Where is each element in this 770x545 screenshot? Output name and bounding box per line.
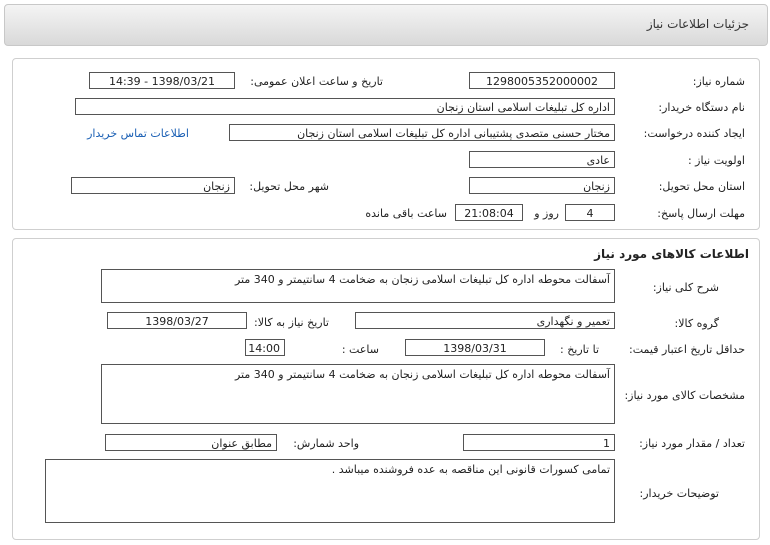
notes-label: توضیحات خریدار: — [639, 487, 719, 500]
notes-field[interactable]: تمامی کسورات قانونی این مناقصه به عده فروشنده میباشد . — [45, 459, 615, 523]
qty-field[interactable]: 1 — [463, 434, 615, 451]
unit-label: واحد شمارش: — [293, 437, 359, 450]
need-number-field[interactable]: 1298005352000002 — [469, 72, 615, 89]
province-field[interactable]: زنجان — [469, 177, 615, 194]
spec-label: مشخصات کالای مورد نیاز: — [624, 389, 745, 402]
city-label: شهر محل تحویل: — [249, 180, 329, 193]
qty-label: تعداد / مقدار مورد نیاز: — [639, 437, 745, 450]
requester-label: ایجاد کننده درخواست: — [643, 127, 745, 140]
buyer-label: نام دستگاه خریدار: — [658, 101, 745, 114]
validity-label: حداقل تاریخ اعتبار قیمت: — [629, 343, 745, 356]
group-field[interactable]: تعمیر و نگهداری — [355, 312, 615, 329]
until-date-label: تا تاریخ : — [560, 343, 599, 356]
priority-field[interactable]: عادی — [469, 151, 615, 168]
spec-field[interactable]: آسفالت محوطه اداره کل تبلیغات اسلامی زنجان به ضخامت 4 سانتیمتر و 340 متر — [101, 364, 615, 424]
province-label: استان محل تحویل: — [658, 180, 745, 193]
goods-info-panel — [12, 238, 760, 540]
hour-label: ساعت : — [341, 343, 379, 356]
time-field[interactable]: 21:08:04 — [455, 204, 523, 221]
goods-section-title: اطلاعات کالاهای مورد نیاز — [594, 247, 749, 261]
need-date-field[interactable]: 1398/03/27 — [107, 312, 247, 329]
buyer-field[interactable]: اداره کل تبلیغات اسلامی استان زنجان — [75, 98, 615, 115]
hour-field[interactable]: 14:00 — [245, 339, 285, 356]
need-number-label: شماره نیاز: — [692, 75, 745, 88]
summary-label: شرح کلی نیاز: — [652, 281, 719, 294]
need-date-label: تاریخ نیاز به کالا: — [254, 316, 329, 329]
until-date-field[interactable]: 1398/03/31 — [405, 339, 545, 356]
group-label: گروه کالا: — [674, 317, 719, 330]
announce-label: تاریخ و ساعت اعلان عمومی: — [250, 75, 383, 88]
city-field[interactable]: زنجان — [71, 177, 235, 194]
deadline-label: مهلت ارسال پاسخ: — [657, 207, 745, 220]
priority-label: اولویت نیاز : — [687, 154, 745, 167]
need-info-panel — [12, 58, 760, 230]
remaining-label: ساعت باقی مانده — [365, 207, 447, 220]
page-title: جزئیات اطلاعات نیاز — [646, 17, 749, 31]
requester-field[interactable]: مختار حسنی متصدی پشتیبانی اداره کل تبلیغات اسلامی استان زنجان — [229, 124, 615, 141]
unit-field[interactable]: مطابق عنوان — [105, 434, 277, 451]
days-label: روز و — [534, 207, 559, 220]
announce-field[interactable]: 1398/03/21 - 14:39 — [89, 72, 235, 89]
summary-field[interactable]: آسفالت محوطه اداره کل تبلیغات اسلامی زنجان به ضخامت 4 سانتیمتر و 340 متر — [101, 269, 615, 303]
contact-buyer-link[interactable]: اطلاعات تماس خریدار — [87, 127, 189, 140]
days-field[interactable]: 4 — [565, 204, 615, 221]
page-header — [4, 4, 768, 46]
